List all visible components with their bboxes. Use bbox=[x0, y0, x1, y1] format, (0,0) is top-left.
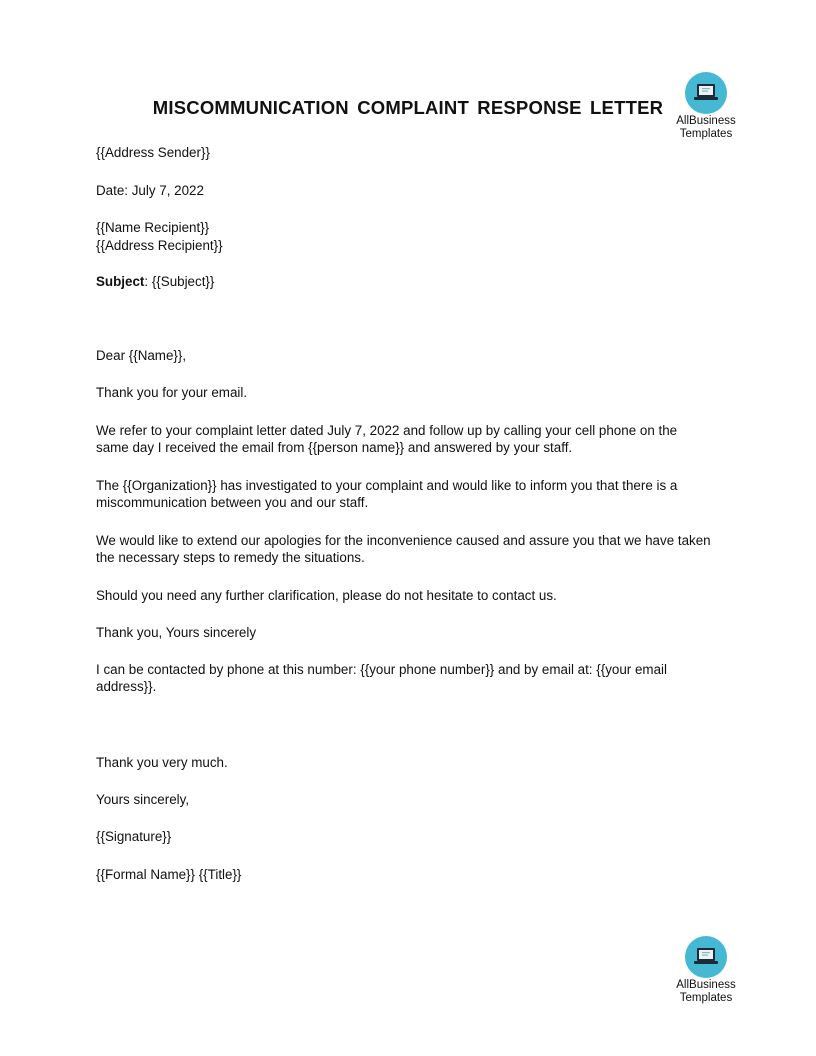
paragraph-3 bbox=[96, 477, 724, 511]
logo-line-2: Templates bbox=[679, 128, 733, 140]
paragraph-4 bbox=[96, 532, 724, 566]
paragraph-2 bbox=[96, 422, 724, 456]
salutation: Dear {{Name}}, bbox=[96, 348, 187, 363]
page-title: MISCOMMUNICATION COMPLAINT RESPONSE LETTER bbox=[152, 97, 664, 118]
logo-line-1: AllBusiness bbox=[676, 115, 736, 127]
paragraph-4-line-2: the necessary steps to remedy the situations. bbox=[96, 550, 365, 565]
name-recipient: {{Name Recipient}} bbox=[96, 220, 210, 235]
paragraph-7-line-1: I can be contacted by phone at this number: {{your phone number}} and by email at: {{your email bbox=[96, 662, 667, 677]
logo-wordmark bbox=[661, 979, 751, 1005]
letter-date: Date: July 7, 2022 bbox=[96, 183, 204, 198]
logo-line-2: Templates bbox=[679, 992, 733, 1004]
address-recipient: {{Address Recipient}} bbox=[96, 238, 223, 253]
subject-label: Subject bbox=[96, 274, 145, 289]
paragraph-3-line-2: miscommunication between you and our staff. bbox=[96, 495, 369, 510]
paragraph-6: Thank you, Yours sincerely bbox=[96, 625, 257, 640]
address-sender: {{Address Sender}} bbox=[96, 145, 210, 160]
paragraph-4-line-1: We would like to extend our apologies for the inconvenience caused and assure you that we have taken bbox=[96, 533, 711, 548]
paragraph-2-line-1: We refer to your complaint letter dated July 7, 2022 and follow up by calling your cell phone on the bbox=[96, 423, 678, 438]
paragraph-7 bbox=[96, 661, 724, 695]
subject-line bbox=[96, 273, 214, 290]
signature-placeholder: {{Signature}} bbox=[96, 829, 172, 844]
paragraph-7-line-2: address}}. bbox=[96, 679, 157, 694]
paragraph-2-line-2: same day I received the email from {{person name}} and answered by your staff. bbox=[96, 440, 573, 455]
paragraph-5: Should you need any further clarification, please do not hesitate to contact us. bbox=[96, 588, 557, 603]
paragraph-1: Thank you for your email. bbox=[96, 385, 248, 400]
logo-line-1: AllBusiness bbox=[676, 979, 736, 991]
brand-logo-bottom bbox=[661, 936, 751, 1012]
laptop-icon bbox=[694, 946, 718, 968]
closing-thanks: Thank you very much. bbox=[96, 755, 228, 770]
subject-value: : {{Subject}} bbox=[144, 274, 215, 289]
closing-sincerely: Yours sincerely, bbox=[96, 792, 190, 807]
paragraph-3-line-1: The {{Organization}} has investigated to your complaint and would like to inform you that there is a bbox=[96, 478, 678, 493]
formal-name-title: {{Formal Name}} {{Title}} bbox=[96, 867, 242, 882]
